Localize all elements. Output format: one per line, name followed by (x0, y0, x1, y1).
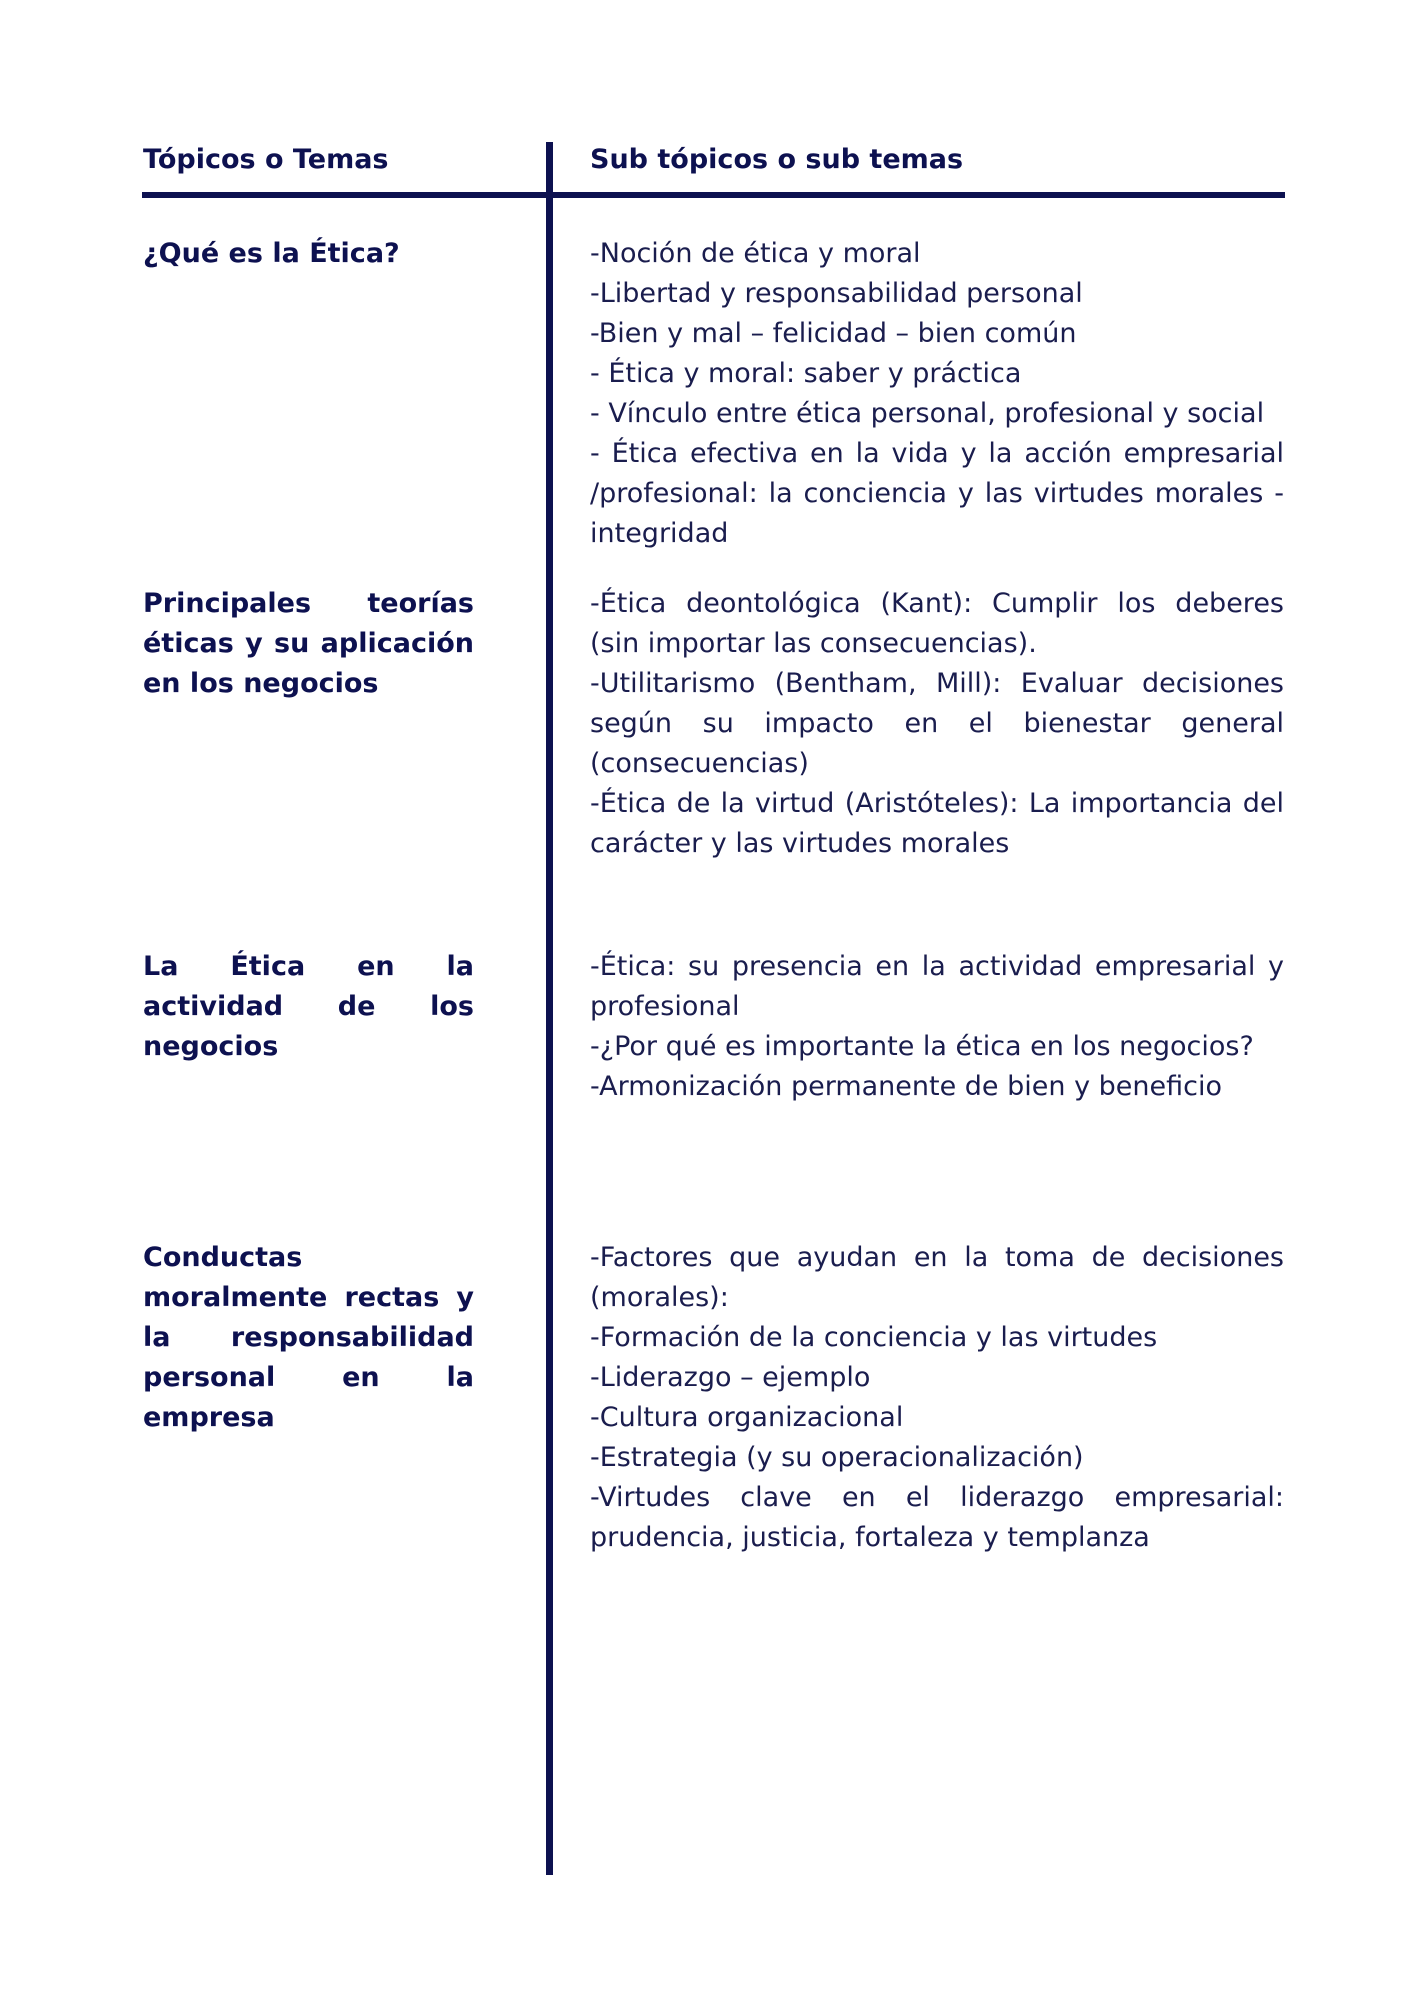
header-divider (142, 192, 1285, 198)
list-item: -Ética: su presencia en la actividad empresarial y profesional (590, 951, 1284, 1022)
list-item: - Ética y moral: saber y práctica (590, 358, 1022, 389)
list-item: -Formación de la conciencia y las virtudes (590, 1322, 1158, 1353)
list-item: -Noción de ética y moral (590, 238, 921, 269)
list-item: -Liderazgo – ejemplo (590, 1362, 871, 1393)
list-item: - Vínculo entre ética personal, profesional y social (590, 398, 1265, 429)
subtopic-list-1 (590, 234, 1284, 554)
header-topics: Tópicos o Temas (143, 144, 389, 175)
subtopic-list-2 (590, 584, 1284, 864)
list-item: -Utilitarismo (Bentham, Mill): Evaluar decisiones según su impacto en el bienestar general (consecuencias) (590, 668, 1284, 779)
list-item: -Armonización permanente de bien y beneficio (590, 1071, 1222, 1102)
list-item: -Factores que ayudan en la toma de decisiones (morales): (590, 1242, 1284, 1313)
list-item: -Ética deontológica (Kant): Cumplir los deberes (sin importar las consecuencias). (590, 588, 1284, 659)
list-item: -Virtudes clave en el liderazgo empresarial: prudencia, justicia, fortaleza y templanza (590, 1482, 1284, 1553)
list-item: -Libertad y responsabilidad personal (590, 278, 1083, 309)
header-subtopics: Sub tópicos o sub temas (590, 144, 964, 175)
list-item: -Cultura organizacional (590, 1402, 904, 1433)
topic-conductas-moralmente-rectas: Conductas moralmente rectas y la responsabilidad personal en la empresa (143, 1242, 474, 1433)
topic-principales-teorias: Principales teorías éticas y su aplicación en los negocios (143, 588, 474, 699)
subtopic-list-4 (590, 1238, 1284, 1558)
column-divider (546, 142, 553, 1875)
list-item: -Estrategia (y su operacionalización) (590, 1442, 1084, 1473)
topic-etica-en-negocios: La Ética en la actividad de los negocios (143, 951, 474, 1062)
list-item: -Ética de la virtud (Aristóteles): La importancia del carácter y las virtudes morales (590, 788, 1284, 859)
subtopic-list-3 (590, 947, 1284, 1107)
list-item: -Bien y mal – felicidad – bien común (590, 318, 1077, 349)
topic-que-es-la-etica: ¿Qué es la Ética? (143, 238, 400, 269)
list-item: -¿Por qué es importante la ética en los negocios? (590, 1031, 1254, 1062)
list-item: - Ética efectiva en la vida y la acción empresarial /profesional: la conciencia y las virtudes morales - integridad (590, 438, 1284, 549)
